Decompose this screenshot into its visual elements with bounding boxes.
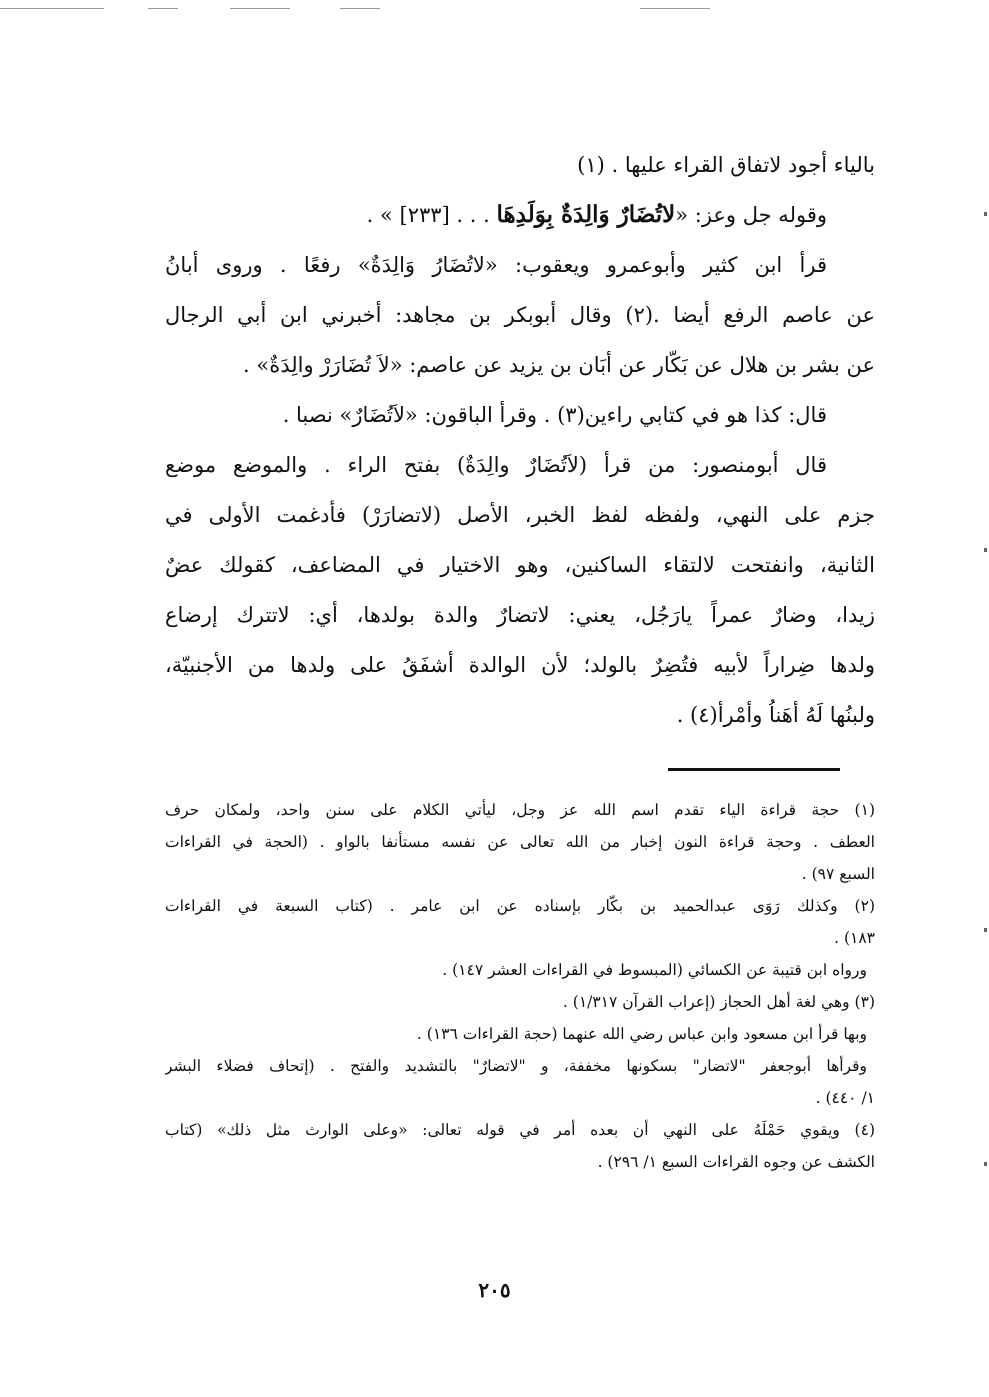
scan-artifact-line [640, 8, 710, 9]
main-text [165, 140, 875, 740]
scan-artifact-line [0, 8, 104, 9]
scan-artifact-dot [984, 548, 987, 552]
footnote-line: (٢) وكذلك رَوَى عبدالحميد بن بكّار بإسناده عن ابن عامر . (كتاب السبعة في القراءات [165, 897, 875, 915]
footnote-line: السبع ٩٧) . [801, 865, 875, 883]
text-line: ولبنُها لَهُ أهَناُ وأمْرأ(٤) . [676, 703, 875, 727]
scan-artifact-line [148, 8, 178, 9]
scan-artifact-dot [984, 928, 987, 932]
text-line: الثانية، وانفتحت لالتقاء الساكنين، وهو الاختيار في المضاعف، كقولك عضٌ [165, 553, 875, 577]
text-line: ولدها ضِراراً لأبيه فتُضِرٌ بالولد؛ لأن الوالدة أشفَقُ على ولدها من الأجنبيّة، [165, 653, 875, 677]
footnote-line: وقرأها أبوجعفر "لاتضار" بسكونها مخففة، و "لاتضارٌ" بالتشديد والفتح . (إتحاف فضلاء البشر [165, 1057, 867, 1075]
verse-intro: وقوله جل وعز: « [675, 203, 827, 227]
footnote-line: (١) حجة قراءة الياء تقدم اسم الله عز وجل، ليأتي الكلام على سنن واحد، ولمكان حرف [165, 801, 875, 819]
footnote-line: ١/ ٤٤٠) . [815, 1089, 875, 1107]
scan-artifact-dot [984, 1162, 987, 1166]
footnote-line: ١٨٣) . [834, 929, 875, 947]
footnote-line: العطف . وحجة قراءة النون إخبار من الله تعالى عن نفسه مستأنفا بالواو . (الحجة في القراءات [165, 833, 875, 851]
scan-artifact-dot [984, 212, 987, 216]
footnotes [165, 794, 875, 1178]
text-line: عن عاصم الرفع أيضا .(٢) وقال أبوبكر بن مجاهد: أخبرني ابن أبي الرجال [165, 303, 875, 327]
text-line: بالياء أجود لاتفاق القراء عليها . (١) [577, 153, 875, 177]
footnote-line: وبها قرأ ابن مسعود وابن عباس رضي الله عنهما (حجة القراءات ١٣٦) . [416, 1025, 867, 1043]
footnote-line: (٤) ويقوي حَمْلَهُ على النهي أن بعده أمر في قوله تعالى: «وعلى الوارث مثل ذلك» (كتاب [165, 1121, 875, 1139]
footnote-line: ورواه ابن قتيبة عن الكسائي (المبسوط في القراءات العشر ١٤٧) . [442, 961, 867, 979]
verse-reference: . . . [٢٣٣] » . [366, 203, 497, 227]
scan-artifact-line [340, 8, 380, 9]
footnote-line: الكشف عن وجوه القراءات السبع ١/ ٢٩٦) . [597, 1153, 875, 1171]
text-line: عن بشر بن هلال عن بَكّار عن أبَان بن يزيد عن عاصم: «لاَ تُضَارَرْ والِدَةٌ» . [243, 353, 875, 377]
text-line: قال: كذا هو في كتابي راءين(٣) . وقرأ الباقون: «لاَتُضَارٌ» نصبا . [282, 403, 827, 427]
text-line: قال أبومنصور: من قرأ (لاَتُضَارٌ والِدَةٌ) بفتح الراء . والموضع موضع [165, 453, 827, 477]
verse-line [165, 190, 875, 240]
page-number: ٢٠٥ [478, 1278, 511, 1302]
footnote-separator [668, 768, 840, 771]
quran-verse: لاتُضَارٌ وَالِدَةٌ بِوَلَدِهَا [496, 201, 676, 228]
text-line: زيدا، وضارٌ عمراً يارَجُل، يعني: لاتضارٌ والدة بولدها، أي: لاتترك إرضاع [165, 603, 875, 627]
text-line: قرأ ابن كثير وأبوعمرو ويعقوب: «لاتُضَارُ وَالِدَةٌ» رفعًا . وروى أبانُ [165, 253, 827, 277]
scan-artifact-line [230, 8, 290, 9]
text-line: جزم على النهي، ولفظه لفظ الخبر، الأصل (لاتضارَرْ) فأدغمت الأولى في [165, 503, 875, 527]
footnote-line: (٣) وهي لغة أهل الحجاز (إعراب القرآن ١/٣١٧) . [562, 993, 875, 1011]
